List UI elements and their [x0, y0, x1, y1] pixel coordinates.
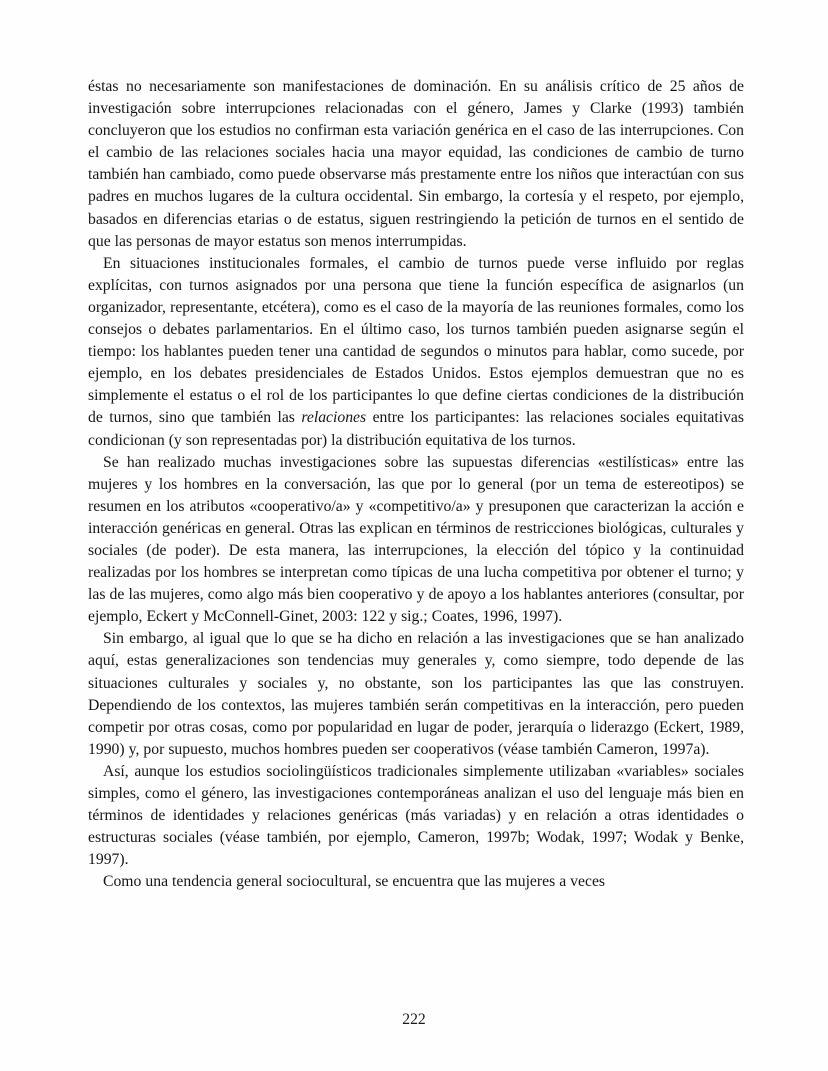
page-number: 222 [402, 1011, 426, 1028]
paragraph-4: Sin embargo, al igual que lo que se ha dicho en relación a las investigaciones que se han analizado aquí, estas generalizaciones son tendencias muy generales y, como siempre, todo depende de las situaciones culturales y sociales y, no obstante, son los participantes las que las construyen. Dependiendo de los contextos, las mujeres también serán competitivas en la interacción, pero pueden competir por otras cosas, como por popularidad en lugar de poder, jerarquía o liderazgo (Eckert, 1989, 1990) y, por supuesto, muchos hombres pueden ser cooperativos (véase también Cameron, 1997a). [88, 630, 744, 758]
page-text-body [88, 76, 744, 893]
paragraph-5: Así, aunque los estudios sociolingüísticos tradicionales simplemente utilizaban «variables» sociales simples, como el género, las investigaciones contemporáneas analizan el uso del lenguaje más bien en términos de identidades y relaciones genéricas (más variadas) y en relación a otras identidades o estructuras sociales (véase también, por ejemplo, Cameron, 1997b; Wodak, 1997; Wodak y Benke, 1997). [88, 762, 744, 869]
paragraph-1: éstas no necesariamente son manifestaciones de dominación. En su análisis crítico de 25 años de investigación sobre interrupciones relacionadas con el género, James y Clarke (1993) también concluyeron que los estudios no confirman esta variación genérica en el caso de las interrupciones. Con el cambio de las relaciones sociales hacia una mayor equidad, las condiciones de cambio de turno también han cambiado, como puede observarse más prestamente entre los niños que interactúan con sus padres en muchos lugares de la cultura occidental. Sin embargo, la cortesía y el respeto, por ejemplo, basados en diferencias etarias o de estatus, siguen restringiendo la petición de turnos en el sentido de que las personas de mayor estatus son menos interrumpidas. [88, 78, 744, 250]
italic-term-relaciones: relaciones [301, 409, 367, 427]
paragraph-2-text-before-italic: En situaciones institucionales formales, el cambio de turnos puede verse influido por reglas explícitas, con turnos asignados por una persona que tiene la función específica de asignarlos (un organizador, representante, etcétera), como es el caso de la mayoría de las reuniones formales, como los consejos o debates parlamentarios. En el último caso, los turnos también pueden asignarse según el tiempo: los hablantes pueden tener una cantidad de segundos o minutos para hablar, como sucede, por ejemplo, en los debates presidenciales de Estados Unidos. Estos ejemplos demuestran que no es simplemente el estatus o el rol de los participantes lo que define ciertas condiciones de la distribución de turnos, sino que también las [88, 254, 744, 427]
paragraph-3: Se han realizado muchas investigaciones sobre las supuestas diferencias «estilísticas» entre las mujeres y los hombres en la conversación, las que por lo general (por un tema de estereotipos) se resumen en los atributos «cooperativo/a» y «competitivo/a» y presuponen que caracterizan la acción e interacción genéricas en general. Otras las explican en términos de restricciones biológicas, culturales y sociales (de poder). De esta manera, las interrupciones, la elección del tópico y la continuidad realizadas por los hombres se interpretan como típicas de una lucha competitiva por obtener el turno; y las de las mujeres, como algo más bien cooperativo y de apoyo a los hablantes anteriores (consultar, por ejemplo, Eckert y McConnell-Ginet, 2003: 122 y sig.; Coates, 1996, 1997). [88, 453, 744, 626]
paragraph-6: Como una tendencia general sociocultural, se encuentra que las mujeres a veces [103, 873, 606, 891]
paragraph-2 [88, 253, 744, 452]
paragraph-2-text-after-italic: entre los participantes: las relaciones sociales equitativas condicionan (y son representadas por) la distribución equitativa de los turnos. [88, 409, 744, 449]
